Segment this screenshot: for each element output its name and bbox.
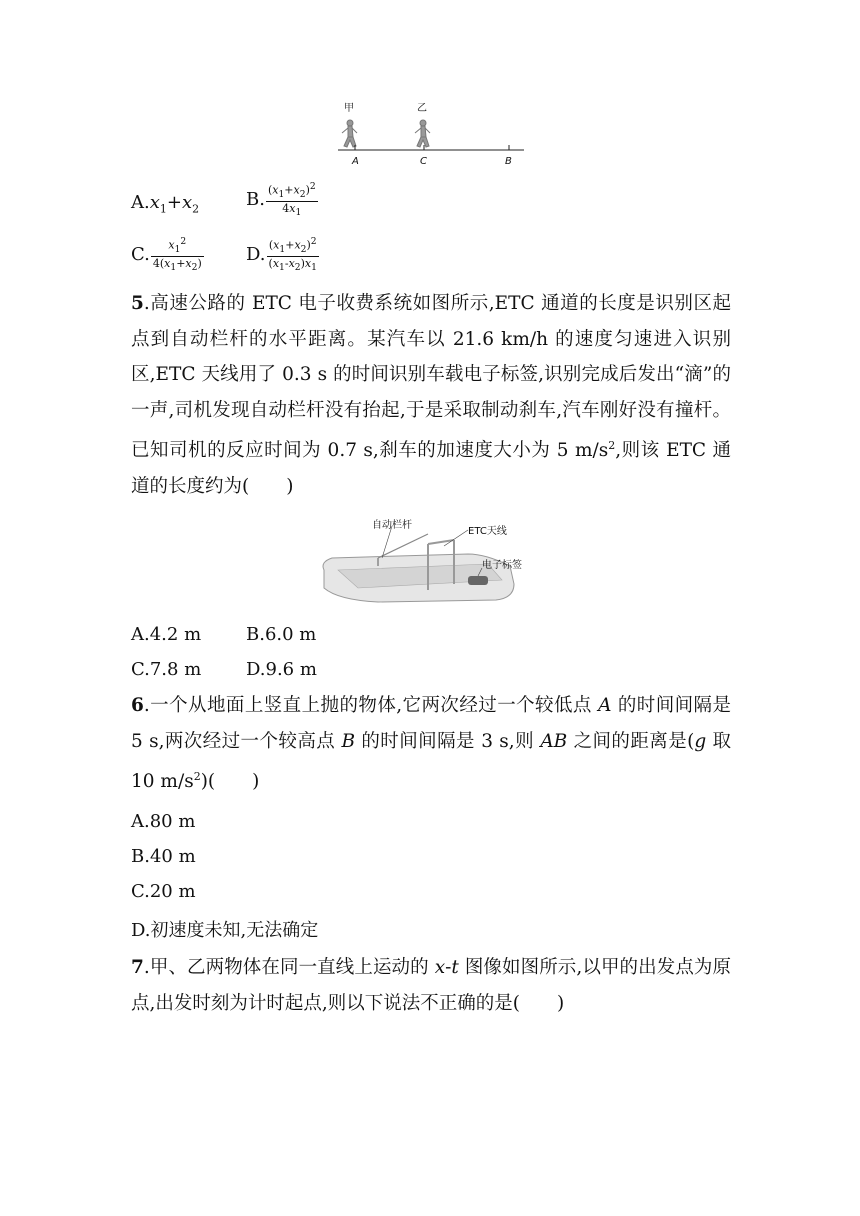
q4-option-d-prefix: D. — [246, 244, 266, 266]
q5-option-b: B.6.0 m — [246, 624, 317, 645]
q5-option-d: D.9.6 m — [246, 659, 317, 680]
q6-number: 6 — [131, 695, 144, 716]
q6-option-b: B.40 m — [131, 846, 196, 867]
etc-figure — [318, 518, 540, 610]
q5-body: .高速公路的 ETC 电子收费系统如图所示,ETC 通道的长度是识别区起点到自动栏杆的水平距离。某汽车以 21.6 km/h 的速度匀速进入识别区,ETC 天线用了 0.3 s 的时间识别车载电子标签,识别完成后发出“滴”的一声,司机发现自动栏杆没有抬起,于是采取制动刹车,汽车刚好没有撞杆。已知司机的反应时间为 0.7 s,刹车的加速度大小为 5 m/s — [131, 293, 731, 462]
q7-number: 7 — [131, 957, 144, 978]
point-a-label: A — [352, 156, 359, 167]
q5-text: 5.高速公路的 ETC 电子收费系统如图所示,ETC 通道的长度是识别区起点到自动栏杆的水平距离。某汽车以 21.6 km/h 的速度匀速进入识别区,ETC 天线用了 0.3 s 的时间识别车载电子标签,识别完成后发出“滴”的一声,司机发现自动栏杆没有抬起,于是采取制动刹车,汽车刚好没有撞杆。已知司机的反应时间为 0.7 s,刹车的加速度大小为 5 $m/s^2$,则该 ETC 通道的长度约为( ) — [131, 293, 731, 497]
q4-option-d — [246, 235, 319, 274]
q4-option-d-fraction: $\frac{(x_1+x_2)^2}{(x_1-x_2)x_1}$ — [268, 236, 317, 274]
label-antenna: ETC天线 — [468, 526, 507, 537]
q6-option-c: C.20 m — [131, 881, 196, 902]
q5-number: 5 — [131, 293, 144, 314]
runners-figure — [332, 98, 532, 172]
label-jia: 甲 — [344, 103, 354, 114]
q6-option-a: A.80 m — [131, 811, 196, 832]
q5-option-c: C.7.8 m — [131, 659, 202, 680]
label-yi: 乙 — [417, 103, 427, 114]
q4-option-c — [131, 235, 204, 274]
runner-jia-figure — [342, 120, 357, 147]
q4-option-a: $A.x_1+x_2$ — [131, 192, 200, 216]
q4-option-c-fraction: $\frac{x_1^2}{4(x_1+x_2)}$ — [152, 236, 202, 274]
q5-option-a: A.4.2 m — [131, 624, 202, 645]
q5-body-end: ,则该 ETC 通道的长度约为( ) — [131, 440, 731, 497]
q6-text: 6.一个从地面上竖直上抛的物体,它两次经过一个较低点 A 的时间间隔是 5 s,两次经过一个较高点 B 的时间间隔是 3 s,则 AB 之间的距离是(g 取 10 $m/s^2$)( ) — [131, 695, 731, 793]
runner-yi-figure — [415, 120, 430, 147]
car-icon — [468, 576, 488, 585]
label-gate: 自动栏杆 — [372, 520, 412, 531]
q4-option-a-prefix: A. — [131, 192, 150, 213]
q7-text: 7.甲、乙两物体在同一直线上运动的 x-t 图像如图所示,以甲的出发点为原点,出发时刻为计时起点,则以下说法不正确的是( ) — [131, 957, 732, 1014]
q7-body-end: 图像如图所示,以甲的出发点为原点,出发时刻为计时起点,则以下说法不正确的是( ) — [131, 957, 732, 1014]
q4-option-c-prefix: C. — [131, 244, 150, 266]
q7-body-start: .甲、乙两物体在同一直线上运动的 — [143, 957, 435, 978]
q4-option-b-prefix: B. — [246, 189, 265, 211]
point-b-label: B — [505, 156, 512, 167]
q4-option-b — [246, 180, 318, 219]
q4-option-b-fraction: $\frac{(x_1+x_2)^2}{4x_1}$ — [267, 181, 316, 219]
point-c-label: C — [420, 156, 427, 167]
label-tag: 电子标签 — [482, 560, 522, 571]
q6-option-d: D.初速度未知,无法确定 — [131, 920, 319, 941]
